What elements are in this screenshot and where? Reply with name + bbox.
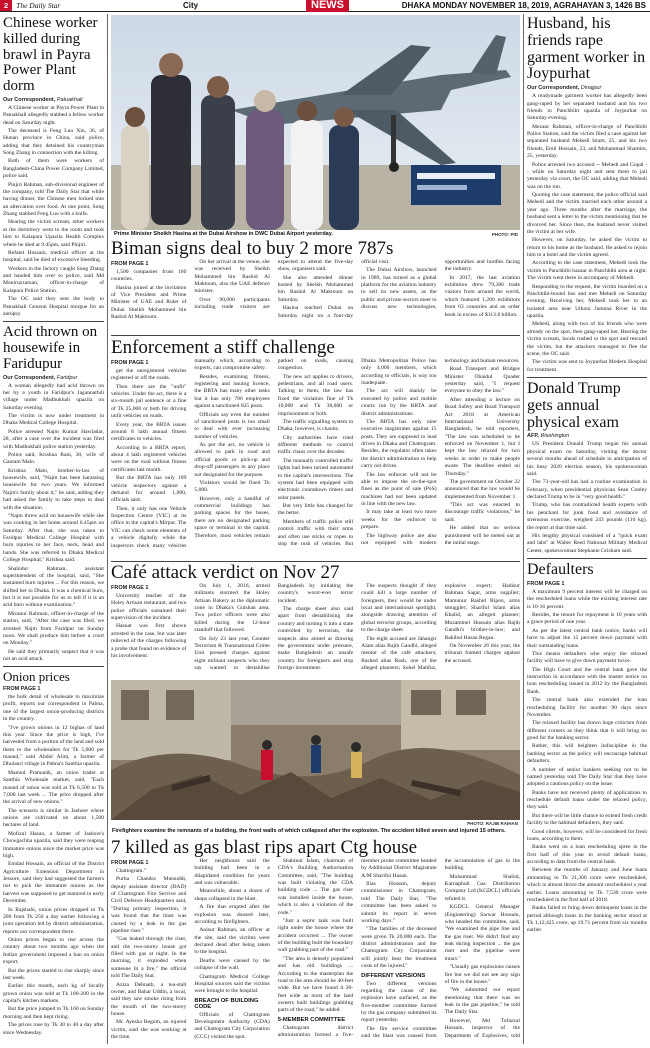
paragraph: As per the latest central bank notice, banks will have to adjust the 15 percent down payment with their outstanding loans. — [527, 627, 647, 649]
paragraph: His lengthy physical consisted of a "quick exam and labs" at Walter Reed National Military Medical Center, spokeswoman Stephanie Grisham said. — [527, 532, 647, 554]
byline: AFP, Washington — [527, 433, 570, 440]
paragraph: "This act was enacted to discourage traffic violations," he said. — [444, 502, 520, 523]
paragraph: As per the act, no vehicle is allowed to park in road and official goods or pick-up and drop-off passengers in any place not designated for the purpose. — [194, 442, 270, 478]
paragraph: She also attended dinner hosted by Sheikh Mohammed bin Rashid Al Maktoum on Saturday. — [277, 274, 354, 303]
article-gas-blast — [111, 838, 520, 1046]
paragraph: Every year, the BRTA issues around 8 lakh annual fitness certificates to vehicles. — [111, 421, 187, 443]
paragraph: "I've grown onions in 12 bighas of land this year. Since the price is high, I've harvested from a portion of the land and sold them to the wholesalers for Tk 5,000 per maund," said Abdul Alim, a farmer of Dhulauri village in Pabna's Santhia upazila. — [3, 724, 104, 768]
divider — [111, 335, 520, 336]
article-acid-attack — [3, 325, 104, 663]
divider — [527, 377, 647, 378]
article-enforcement — [111, 338, 520, 560]
paragraph: Banks have not received plenty of applications to reschedule default loans under the relaxed policy, they said. — [527, 789, 647, 811]
paragraph: The suspects thought if they could kill a large number of foreigners, they would be under local and international spotlight, alongside drawing attention of global terrorist groups, according to the charge sheet. — [361, 582, 437, 634]
paragraph: Mizanur Rahman, officer-in-charge of the station, said, "After the case was filed, we arrested Najm from Faridpur on Sunday noon. We shall produce him before a court on Monday." — [3, 610, 104, 647]
headline: Acid thrown on housewife in Faridupur — [3, 324, 98, 372]
airshow-illustration — [111, 15, 520, 230]
paragraph: A number of senior bankers seeking not to be named yesterday told The Daily Star that they have adopted a cautious policy on the issue. — [527, 766, 647, 788]
paragraph: Earlier this month, each kg of locally grown onion was sold at Tk 180-200 in the capital's kitchen markets. — [3, 983, 104, 1005]
paragraph: It may take at least two more weeks for the enforcer to prepare. — [361, 509, 437, 531]
paragraph: The BRTA has only nine executive magistrates against 15 posts. They are supposed to lead drives in Dhaka and Chattogram. Besides, the regulator often takes the district administration to help carry out drives. — [361, 418, 437, 470]
headline: Enforcement a stiff challenge — [111, 338, 335, 358]
headline: Onion prices — [3, 669, 70, 685]
paragraph: Mezaur Rahman, officer-in-charge of Panchbibi Police Station, said the victim filed a case against her separated husband Mehedi Islam, 25, and his two friends, Emil Hossain, 23, and Mohammad Shamim, 25, yesterday. — [527, 123, 647, 160]
page-header-bar — [0, 0, 650, 12]
paragraph: "The area is densely populated and has old buildings ... According to the masterplan the road to the area should be 40-feet wide. But we have found it 20-feet wide as most of the land owners built buildings grabbing parts of the road," he added. — [277, 955, 354, 1014]
paragraph: Shahinul Islam, chairman of CDA's Building Authorisation Committee, said, "The building was built violating the CDA building code ... The gas riser was installed inside the house, which is also a violation of the code." — [277, 857, 354, 916]
article-trump — [527, 381, 647, 555]
paragraph: Mofizul Hasan, a farmer of Jashore's Chowgachha upazila, said they were reaping immature onions since the market price was high. — [3, 830, 104, 859]
headline: Chinese worker killed during brawl in Payra Power Plant dorm — [3, 16, 98, 94]
paragraph: The traffic signalling system in Dhaka, however, is chaotic. — [277, 418, 354, 433]
article-chinese-worker — [3, 16, 104, 318]
divider — [527, 558, 647, 559]
paragraph: "We submitted our report mentioning that there was no leak in the gas pipeline," he told The Daily Star. — [444, 987, 520, 1016]
paragraph: Onion prices began to rise across the country about two months ago when the Indian government imposed a ban on onion export. — [3, 937, 104, 966]
headline: 7 killed as gas blast rips apart Ctg house — [111, 838, 418, 858]
column-rule-right — [523, 14, 524, 1044]
article-joypurhat — [527, 16, 647, 374]
paragraph: Officials say even the number of sanctioned posts is too small to deal with ever increasing number of vehicles. — [194, 411, 270, 440]
paragraph: The act will mainly be executed by police and mobile courts run by the BRTA and district administrations. — [361, 388, 437, 417]
paragraph: Mehedi, along with two of his friends who were already on the spot, then gang-raped her. Hearing the victim scream, locals rushed to the spot and rescued the victim, but the attackers managed to flee the scene, the OC said. — [527, 321, 647, 357]
byline: Our Correspondent, Faridpur — [3, 374, 78, 381]
paragraph: Over 90,000 participants including trade visitors are expected to attend the five-day show, organisers said. — [194, 258, 354, 311]
subheading: 5-MEMBER COMMITTEE — [277, 1016, 346, 1023]
divider — [111, 561, 520, 562]
subheading: BREACH OF BUILDING CODE — [194, 997, 259, 1010]
photo-caption-blast: Firefighters examine the remnants of a building, the front walls of which collapsed after the explosion. The accident killed seven and injured 15 others. — [112, 828, 506, 834]
paragraph: Chattogram district administration formed a five-member probe committee headed by Additional District Magistrate A/M Shariful Hasan. — [277, 857, 437, 1039]
paragraph: According to a BRTA report, about 4 lakh registered vehicles were on the road without fitness certificates last month. — [111, 444, 187, 473]
paragraph: Mr. Ayesha Begum, an injured victim, said she was working at the time. — [111, 1019, 187, 1041]
byline: FROM PAGE 1 — [111, 859, 149, 866]
paragraph: A woman allegedly had acid thrown on her by a youth in Faridpur's Jagannathdi village under Madhukhali upazila on Saturday evening. — [3, 382, 104, 411]
paragraph: Police said, Krishna Rani, 30, wife of Gautam Malo. — [3, 451, 104, 466]
photo-dubai-airshow — [111, 15, 520, 230]
article-biman — [111, 239, 520, 334]
paragraph: Police arrested Najm Kumar Hawladar, 28, after a case over the incident was filed with Madhukhali police station yesterday. — [3, 428, 104, 450]
paragraph: The law enforcer will not be able to impose the on-the-spot fines as the point of sale (PoS) machines had not been updated in line with the new law. — [361, 471, 437, 508]
article-body — [111, 358, 520, 554]
paragraph: Hasina reached Dubai on Saturday night on a four-day official visit. — [277, 258, 390, 319]
article-body — [111, 858, 520, 1042]
paragraph: Chattogram." — [116, 867, 147, 874]
paragraph: On July 23 last year, Counter Terrorism & Transnational Crime Unit pressed charges against eight militant suspects who they say wanted to destabilise Bangladesh by initiating the country's worst-ever terror incident. — [194, 582, 354, 672]
paragraph: get the unregistered vehicles registered or off the roads. — [111, 367, 187, 382]
paragraph: Officials of Chattogram Development Authority (CDA) and Chattogram City Corporation (CCC) visited the spot. — [194, 1011, 270, 1040]
paragraph: the bulk detail of wholesale to maximize profit, reports our correspondent in Pabna, one of the largest onion-producing districts in the country. — [3, 694, 104, 723]
paragraph: However, on Saturday, he asked the victim to return to his home as the husband. He asked to rejoin him to a hotel and the victim agreed. — [527, 237, 647, 259]
paragraph: Two different versions regarding the cause of the explosion have surfaced, as the five-member committee formed by the gas company submitted its report yesterday. — [361, 980, 437, 1024]
byline: FROM PAGE 1 — [527, 580, 565, 587]
paragraph: The central bank also extended the loan rescheduling facility for another 90 days since November. — [527, 697, 647, 718]
paragraph: Workers in the factory caught Song Zhang and handed him over to police, said Md Moniruzzaman, officer-in-charge of Kalapara Police Station. — [3, 265, 104, 294]
headline: Defaulters — [527, 561, 594, 579]
divider — [3, 666, 104, 667]
paragraph: Shahidur Rahman, assistant superintendent of the hospital, said, "She sustained burn injuries ... For this reason, we shifted her to Dhaka. It was a chemical burn, but it is not possible for us to tell if it is an acid burn without examination." — [3, 565, 104, 609]
paragraph: The eight accused are Jahangir Alam alias Rajib Gandhi, alleged mentor of the café attackers; Rashed alias Rash, one of the alleged planners; Sohel Mahfuz, explosive expert; Hadisur Rahman Sagar, arms supplier; Mamunur Rashid Ripon, arms smuggler; Shariful Islam alias Khalid, an alleged planner; Mozammel Hossain alias Rajib Gandhi's brother-in-law; and Rakibul Hasan Regan. — [361, 582, 520, 672]
paragraph: The fire service committee said the blast was caused from the accumulation of gas in the building. — [361, 857, 520, 1040]
paragraph: Besides, examining fitness, registering and issuing licence, the BRTA has many other tasks but it has only 706 employees against a sanctioned 825 posts. — [194, 373, 270, 410]
headline: Husband, his friends rape garment worker in Joypurhat — [527, 16, 646, 83]
paragraph: The High Court and the central bank gave the instruction in accordance with the master notice on loan rescheduling issued in 2012 by the Bangladesh Bank. — [527, 666, 647, 695]
paragraph: Police arrested two accused -- Mehedi and Gopal -- while on Saturday night and sent them to jail yesterday via court, the OC said, adding that Mehedi was on the run. — [527, 161, 647, 190]
paragraph: Hasina joined at the invitation of Vice President and Prime Minister of UAE and Ruler of Dubai Sheikh Mohammed bin Rashid Al Maktoum. — [111, 284, 187, 321]
paragraph: The victim was sent to Joypurhat Modern Hospital for treatment. — [527, 359, 647, 373]
subheading: DIFFERENT VERSIONS — [361, 972, 426, 979]
paragraph: "Usually gas explosions causes fire but we did not see any sign of fire in the house." — [444, 964, 520, 985]
paragraph: Her neighbours said the building had been in a dilapidated condition for years and was vulnerable. — [194, 857, 270, 887]
paragraph: In 2017, the last aviation exhibition drew 79,380 trade visitors from around the world, which featured 1,200 exhibitors from 63 countries and an order book in excess of $113.8 billion. — [444, 274, 520, 318]
paragraph: The deceased is Feng Luo Xin, 36, of Hunan province in China, said police, adding that they detained his countryman Song Zhang in connection with the killing. — [3, 127, 104, 156]
paragraph: The relaxed facility has drawn huge criticism from different corners as they think that it will bring no good for the banking sector. — [527, 720, 647, 741]
paragraph: Anisur Rahman, an officer at the site, said the victims were declared dead after being taken to the hospital. — [194, 927, 270, 956]
paragraph: After attending a lecture on Road Safety and Road Transport Act 2018 at American International University Bangladesh, he told reporters, "The law was scheduled to be enforced on November 1, but I kept the law relaxed for two weeks in order to make people aware. The deadline ended on Thursday." — [444, 396, 520, 477]
paragraph: The 73-year-old has had a routine examination in February, when presidential physician Sean Conley declared Trump to be in "very good health." — [527, 479, 647, 501]
paragraph: 1,500 companies from 160 countries. — [111, 268, 187, 283]
headline: Biman signs deal to buy 2 more 787s — [111, 239, 394, 259]
paragraph: "Just a septic tank was built right under the house where the accident occurred ... The owner of the building built the boundary wall grabbing part of the road." — [277, 917, 354, 954]
paragraph: But the BRTA has only 109 vehicle inspectors against a demand for around 1,000, officials said. — [111, 475, 187, 504]
paragraph: Purba Chandra Mutsuddi, deputy assistant director (DAD) of Chattogram Fire Service and Civil Defence Headquarters said, "During primary inspection, it was found that the blast was caused by a leak in the gas pipeline riser." — [111, 876, 187, 934]
paragraph: Refaiet Hossain, medical officer at the hospital, said he died of excessive bleeding. — [3, 249, 104, 264]
paragraph: Good clients, however, will be considered for fresh loans, according to them. — [527, 828, 647, 842]
issue-date: DHAKA MONDAY NOVEMBER 18, 2019, AGRAHAYAN 3, 1426 BS — [401, 1, 646, 10]
paragraph: A Chinese worker at Payra Power Plant in Patuakhali allegedly stabbed a fellow worker dead on Saturday night. — [3, 104, 104, 126]
paragraph: But the price jumped to Tk 160 on Sunday morning and then kept rising. — [3, 1006, 104, 1020]
photo-credit-blast: PHOTO: RAJIB RAIHAN — [467, 821, 518, 826]
paragraph: Deaths were caused by the collapse of the wall. — [194, 957, 270, 972]
left-column — [3, 16, 104, 1046]
paragraph: Emdad Hossain, an official of the District Agriculture Extension Department in Jessore, said they had suggested the farmers not to pick the immature onions as the harvest was supposed to get matured in early December. — [3, 861, 104, 905]
paragraph: Hearing the victim scream, other workers at the dormitory went to the room and took him to Kalapara Upazila Health Complex where he died at 9.45pm, said Pinjiri. — [3, 219, 104, 248]
paragraph: The prices rose by Tk 30 to 40 a day after since Wednesday. — [3, 1022, 104, 1036]
paragraph: Chattogram Medical College Hospital sources said the victims were brought to the hospital. — [194, 973, 270, 995]
paragraph: Members of traffic police still control traffic with their arms and often use sticks or ropes to stop the rush of vehicles. But Dhaka Metropolitan Police has only 4,000 members, which according to officials, is way too inadequate. — [277, 357, 437, 547]
paragraph: The manually controlled traffic lights had been turned automated to the capital's intersections. The system had been equipped with electronic countdown timers and solar panels. — [277, 457, 354, 501]
right-column — [527, 16, 647, 1046]
paragraph: Hasnat was first shown arrested in the case, but was later relieved of the charges following a probe that found no evidence of his involvement. — [111, 623, 187, 659]
news-label: NEWS — [306, 0, 349, 12]
photo-caption-airshow: Prime Minister Sheikh Hasina at the Dubai Airshow in DWC Dubai Airport yesterday. — [114, 231, 333, 237]
paragraph: On her arrival at the venue, she was received by Sheikh Mohammed bin Rashid Al Maktoum, also the UAE defence minister. — [194, 258, 270, 295]
byline: FROM PAGE 1 — [3, 686, 41, 693]
paragraph: But very little has changed for the better. — [277, 503, 354, 517]
paragraph: "Gas leaked through the riser, and the two-storey house got filled with gas at night. In the morning, it exploded when someone lit a fire," the official told The Daily Star. — [111, 936, 187, 980]
paragraph: Krishna Malo, brother-in-law of housewife, said, "Najm has been harassing housewife for two years. We informed Najm's family about it," he said, adding they had asked the family to take steps to deal with the situation. — [3, 467, 104, 511]
paragraph: However, only a handful of commercial buildings has parking spaces for the buses, there are no designated parking space or terminal in the capital. Therefore, most vehicles remain parked on roads, causing congestion. — [194, 357, 354, 539]
article-defaulters — [527, 562, 647, 935]
byline: Our Correspondent, Patuakhali — [3, 96, 83, 103]
paragraph: Pinjiri Rahman, sub-divisional engineer of the company, told The Daily Star that while having dinner, the Chinese men locked into an altercation over food. At one point, Song Zhang stabbed Feng Luo with a knife. — [3, 181, 104, 217]
headline: Donald Trump gets annual physical exam — [527, 380, 621, 431]
paragraph: Mohammad Shahid, Karnaphuli Gas Distribution Company Ltd (KGDCL) officials refuted it. — [444, 873, 520, 902]
paragraph: The victim is now under treatment in Dhaka Medical College Hospital. — [3, 413, 104, 427]
paragraph: Between the months of January and June loans amounting to Tk 21,300 crore were rescheduled, which is almost thrice the amount rescheduled a year earlier. Loans amounting to Tk 7,530 crore were rescheduled in the first half of 2018. — [527, 867, 647, 903]
article-onion-prices — [3, 670, 104, 1037]
paragraph: The government on October 22 announced that the law would be implemented from November 1. — [444, 478, 520, 500]
paragraph: On November 26 this year, the tribunal framed charges against the accused. — [444, 642, 520, 664]
paragraph: Ilias Hossain, deputy commissioner in Chattogram, told The Daily Star, "The committee has been asked to submit its report in seven working days." — [361, 881, 437, 924]
byline: Our Correspondent, Dinajpur — [527, 85, 602, 92]
paragraph: The scenario is similar in Jashore where onions are cultivated on about 1,500 hectares of land. — [3, 807, 104, 829]
paragraph: Rather, this will heighten indiscipline in the banking sector as the policy will encourage habitual defaulters. — [527, 743, 647, 765]
paragraph: US President Donald Trump began his annual physical exam on Saturday, visiting the doctor several months ahead of schedule in anticipation of his busy 2020 election season, his spokeswoman said. — [527, 441, 647, 477]
paragraph: The new act applies to drivers, pedestrians, and all road users. Talking to them, the law has fixed the violation fine of Tk 10,000 and Tk 30,000 or imprisonment or both. — [277, 373, 354, 417]
photo-gas-blast — [111, 680, 520, 820]
masthead: The Daily Star — [16, 1, 61, 10]
article-body — [111, 583, 520, 675]
paragraph: Road Transport and Bridges Minister Obaidul Quader yesterday said, "I request everyone to obey the law." — [444, 366, 520, 395]
paragraph: Then there are the "unfit" vehicles. Under the act, there is a six-month jail sentence or a fine of Tk 25,000 or both for driving unfit vehicles on roads. — [111, 383, 187, 420]
byline: FROM PAGE 1 — [111, 260, 149, 267]
page-number: 2 — [0, 0, 12, 11]
paragraph: Trump, who has contradicted health experts with his penchant for junk food and avoidance of strenuous exercise, weighed 243 pounds (110 kg), the report at that time said. — [527, 502, 647, 531]
paragraph: Banks failed to bring down delinquent loans in the period although loans in the banking sector stood at Tk 1,12,425 crore, up 19.71 percent from six months earlier. — [527, 905, 647, 934]
paragraph: Responding to the request, the victim boarded on a Panchbibi-bound bus and met Mehedi on Saturday evening. Receiving her, Mehedi took her to an isolated area near Uthoni Jamuna River in the upazila. — [527, 283, 647, 320]
paragraph: The Dubai Airshow, launched in 1989, has turned as a global platform for the aviation industry to sell its new assets, as the public and private sectors meet to discuss new technologies, opportunities and hurdles facing the industry. — [361, 258, 520, 311]
paragraph: The highway police are also not equipped with modern technology and human resources. — [361, 357, 520, 546]
byline: FROM PAGE 1 — [111, 359, 149, 366]
paragraph: In Rajshahi, onion prices dropped to Tk 200 from Tk 250 a day earlier following a joint operation led by district administration, reports our correspondent there. — [3, 906, 104, 935]
paragraph: Meanwhile, about a dozen of shops collapsed in the blast. — [194, 888, 270, 902]
article-cafe-verdict — [111, 563, 520, 679]
paragraph: He added that no serious punishment will be meted out at the initial stage. — [444, 525, 520, 546]
paragraph: KGDCL General Manager (Engineering) Sarwar Hossain, who headed the committee, said, "We examined the pipe line and the gas riser. We didn't find any leak during inspection ... the gas riser and the pipeline were intact." — [444, 904, 520, 962]
paragraph: Banks went on a loan rescheduling spree in the first half of this year to avoid default loans, according to data from the central bank. — [527, 844, 647, 865]
paragraph: Mamud Pramanik, an onion trader at Santhia Wholesale market, said, "Each maund of onion was sold at Tk 6,500 to Tk 7,000 last week ... The price dropped after the arrival of new onions." — [3, 769, 104, 806]
paragraph: A readymade garment worker has allegedly been gang-raped by her separated husband and his two friends in Panchbibi upazila of Joypurhat on Saturday evening. — [527, 93, 647, 122]
paragraph: But the prices started to rise sharply since last week. — [3, 967, 104, 981]
section-label: City — [183, 1, 199, 10]
paragraph: This means defaulters who enjoy the relaxed facility will have to give down payment twice. — [527, 650, 647, 665]
divider — [3, 321, 104, 322]
paragraph: A fire that erupted after the explosion was doused later, according to firefighters. — [194, 904, 270, 925]
photo-credit-airshow: PHOTO: PID — [491, 232, 518, 237]
paragraph: The OC said they sent the body to Patuakhali General Hospital morgue for an autopsy. — [3, 296, 104, 317]
byline: FROM PAGE 1 — [111, 584, 149, 591]
headline: Café attack verdict on Nov 27 — [111, 563, 340, 583]
paragraph: Violators would be fined Tk 5,000. — [194, 479, 270, 494]
paragraph: On July 1, 2016, armed militants stormed the Holey Artisan Bakery at the diplomatic zone in Dhaka's Gulshan area. Two police officers were also killed during the 12-hour standoff that followed. — [194, 582, 270, 634]
paragraph: A maximum 9 percent interest will be charged on the rescheduled loans while the existing interest rate is 10-16 percent. — [527, 588, 647, 610]
blast-illustration — [111, 680, 520, 820]
paragraph: "Najm threw acid on housewife while she was cooking in her home around 6.45pm on Saturday. After that, she was taken to Faridpur Medical College Hospital with burn injuries to her face, neck, head and hands. She was referred to Dhaka Medical College Hospital," Krishna said. — [3, 512, 104, 564]
paragraph: The charge sheet also said apart from destabilising the country and turning it into a state controlled by terrorists, the suspects also aimed at drawing the government under pressure, make Bangladesh an unsafe country for foreigners and stop foreign investment. — [277, 606, 354, 672]
paragraph: University teacher of the Holey Artisan restaurant, and two police officials sustained their supervision of the incident. — [111, 592, 187, 622]
paragraph: According to the case statement, Mehedi took the victim to Panchbibi bazaar in Panchbibi area at night. The victim went there in accompany of Mehedi. — [527, 260, 647, 282]
paragraph: He said they primarily suspect that it was not an acid attack. — [3, 648, 104, 662]
column-rule-left — [107, 14, 108, 1044]
paragraph: "The families of the deceased were given Tk 20,000 each. The district administration and the Chattogram City Corporation will jointly bear the treatment costs of the injured." — [361, 926, 437, 970]
paragraph: Quoting the case statement, the police official said Mehedi and the victim married each other around a year ago. Three months after the marriage, the husband sent a letter to the victim mentioning that he divorced her. Since then, the husband never visited the victim at her wife. — [527, 192, 647, 235]
paragraph: City authorities have tried different methods to control traffic chaos over the decades. — [277, 434, 354, 456]
article-body — [111, 259, 520, 325]
paragraph: Then, it only has one Vehicle Inspection Centre (VIC) at its office in the capital's Mirpur. The VIC can check some elements of a vehicle digitally while the inspectors check many vehicles manually which, according to experts, can compromise safety. — [111, 357, 270, 549]
paragraph: Aziza Debnath, a tea-stall owner, and Bahar Uddin, a local, said they saw smoke rising from the mouth of the two-storey house. — [111, 981, 187, 1018]
paragraph: Both of them were workers of Bangladesh-China Power Company Limited, police said. — [3, 158, 104, 180]
paragraph: However, Md Tofazzal Hossain, inspector of the Department of Explosives, told — [444, 1017, 520, 1039]
paragraph: Besides, the tenure for repayment is 10 years with a grace period of one year. — [527, 612, 647, 626]
paragraph: But there will be little chance to extend fresh credit facility to the habitual defaulters, they said. — [527, 812, 647, 827]
